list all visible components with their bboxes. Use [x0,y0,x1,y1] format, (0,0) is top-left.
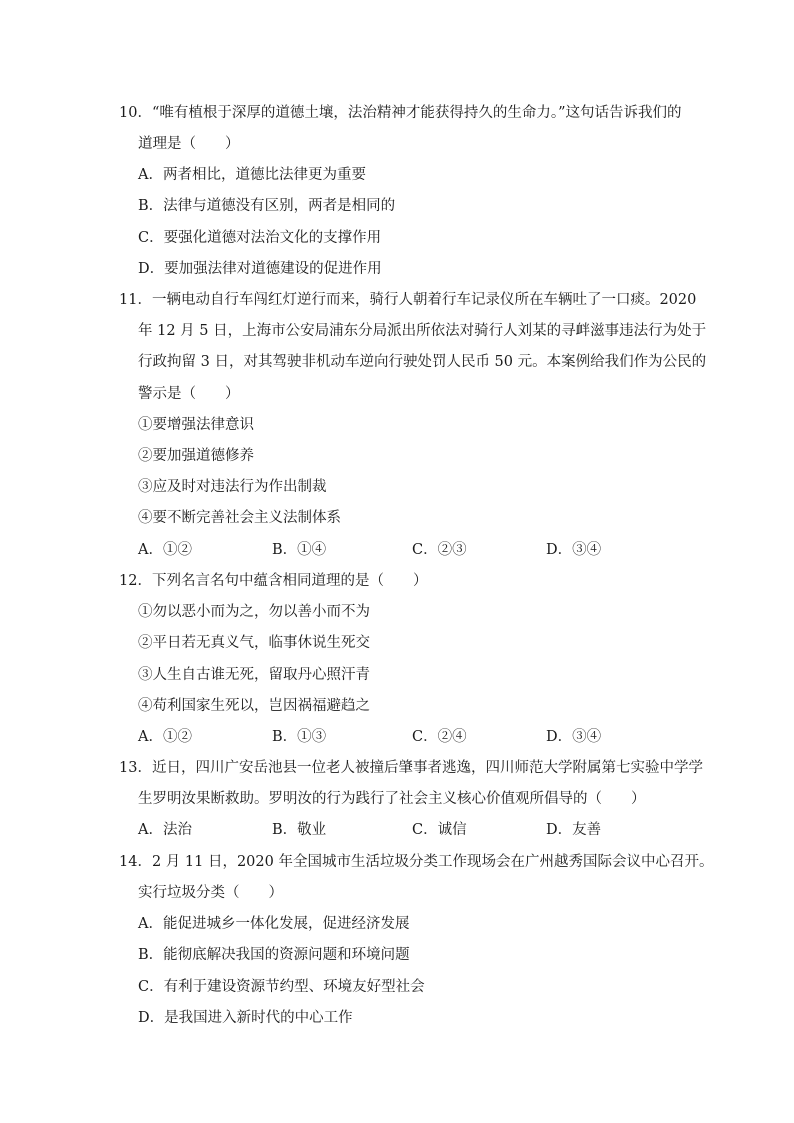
question-14-option-a[interactable]: A．能促进城乡一体化发展，促进经济发展 [138,916,410,932]
question-11-option-c[interactable]: C．②③ [412,542,467,558]
question-11-option-b[interactable]: B．①④ [272,542,327,558]
question-11-statement-1: ①要增强法律意识 [138,417,254,433]
question-number: 14． [119,854,152,870]
question-number: 13． [119,760,152,776]
question-10-option-d[interactable]: D．要加强法律对道德建设的促进作用 [138,261,382,277]
question-14-option-c[interactable]: C．有利于建设资源节约型、环境友好型社会 [138,979,425,995]
question-11-option-a[interactable]: A．①② [138,542,192,558]
question-10-option-c[interactable]: C．要强化道德对法治文化的支撑作用 [138,230,382,246]
question-14-option-d[interactable]: D．是我国进入新时代的中心工作 [138,1010,353,1026]
question-number: 11． [119,292,152,308]
question-11-statement-3: ③应及时对违法行为作出制裁 [138,479,327,495]
question-12-statement-2: ②平日若无真义气，临事休说生死交 [138,635,370,651]
question-13-stem-line-2: 生罗明汝果断救助。罗明汝的行为践行了社会主义核心价值观所倡导的（ ） [138,791,646,807]
question-11-option-d[interactable]: D．③④ [546,542,602,558]
question-10-stem-line-1: 10．“唯有植根于深厚的道德土壤，法治精神才能获得持久的生命力。”这句话告诉我们的 [119,105,682,121]
question-11-stem-line-4: 警示是（ ） [138,386,240,402]
question-14-stem-line-1: 14．2 月 11 日，2020 年全国城市生活垃圾分类工作现场会在广州越秀国际会议中心召开。 [119,854,714,870]
question-13-option-b[interactable]: B．敬业 [272,822,327,838]
question-12-stem-line-1: 12．下列名言名句中蕴含相同道理的是（ ） [119,573,428,589]
question-11-statement-4: ④要不断完善社会主义法制体系 [138,510,341,526]
question-12-option-b[interactable]: B．①③ [272,729,327,745]
question-11-stem-line-3: 行政拘留 3 日，对其驾驶非机动车逆向行驶处罚人民币 50 元。本案例给我们作为公民的 [138,354,707,370]
question-number: 12． [119,573,152,589]
question-10-stem-line-2: 道理是（ ） [138,136,240,152]
question-11-statement-2: ②要加强道德修养 [138,448,254,464]
question-13-stem-line-1: 13．近日，四川广安岳池县一位老人被撞后肇事者逃逸，四川师范大学附属第七实验中学学 [119,760,703,776]
question-10-option-a[interactable]: A．两者相比，道德比法律更为重要 [138,167,366,183]
question-number: 10． [119,105,152,121]
question-13-option-a[interactable]: A．法治 [138,822,192,838]
question-12-statement-3: ③人生自古谁无死，留取丹心照汗青 [138,667,370,683]
question-13-option-c[interactable]: C．诚信 [412,822,467,838]
question-13-option-d[interactable]: D．友善 [546,822,602,838]
question-12-option-d[interactable]: D．③④ [546,729,602,745]
question-12-statement-4: ④苟利国家生死以，岂因祸福避趋之 [138,698,370,714]
question-10-option-b[interactable]: B．法律与道德没有区别，两者是相同的 [138,198,396,214]
question-12-statement-1: ①勿以恶小而为之，勿以善小而不为 [138,604,370,620]
question-14-option-b[interactable]: B．能彻底解决我国的资源问题和环境问题 [138,947,410,963]
question-11-stem-line-1: 11．一辆电动自行车闯红灯逆行而来，骑行人朝着行车记录仪所在车辆吐了一口痰。2020 [119,292,697,308]
question-14-stem-line-2: 实行垃圾分类（ ） [138,885,283,901]
question-12-option-a[interactable]: A．①② [138,729,192,745]
question-12-option-c[interactable]: C．②④ [412,729,467,745]
question-11-stem-line-2: 年 12 月 5 日，上海市公安局浦东分局派出所依法对骑行人刘某的寻衅滋事违法行为处于 [138,323,707,339]
